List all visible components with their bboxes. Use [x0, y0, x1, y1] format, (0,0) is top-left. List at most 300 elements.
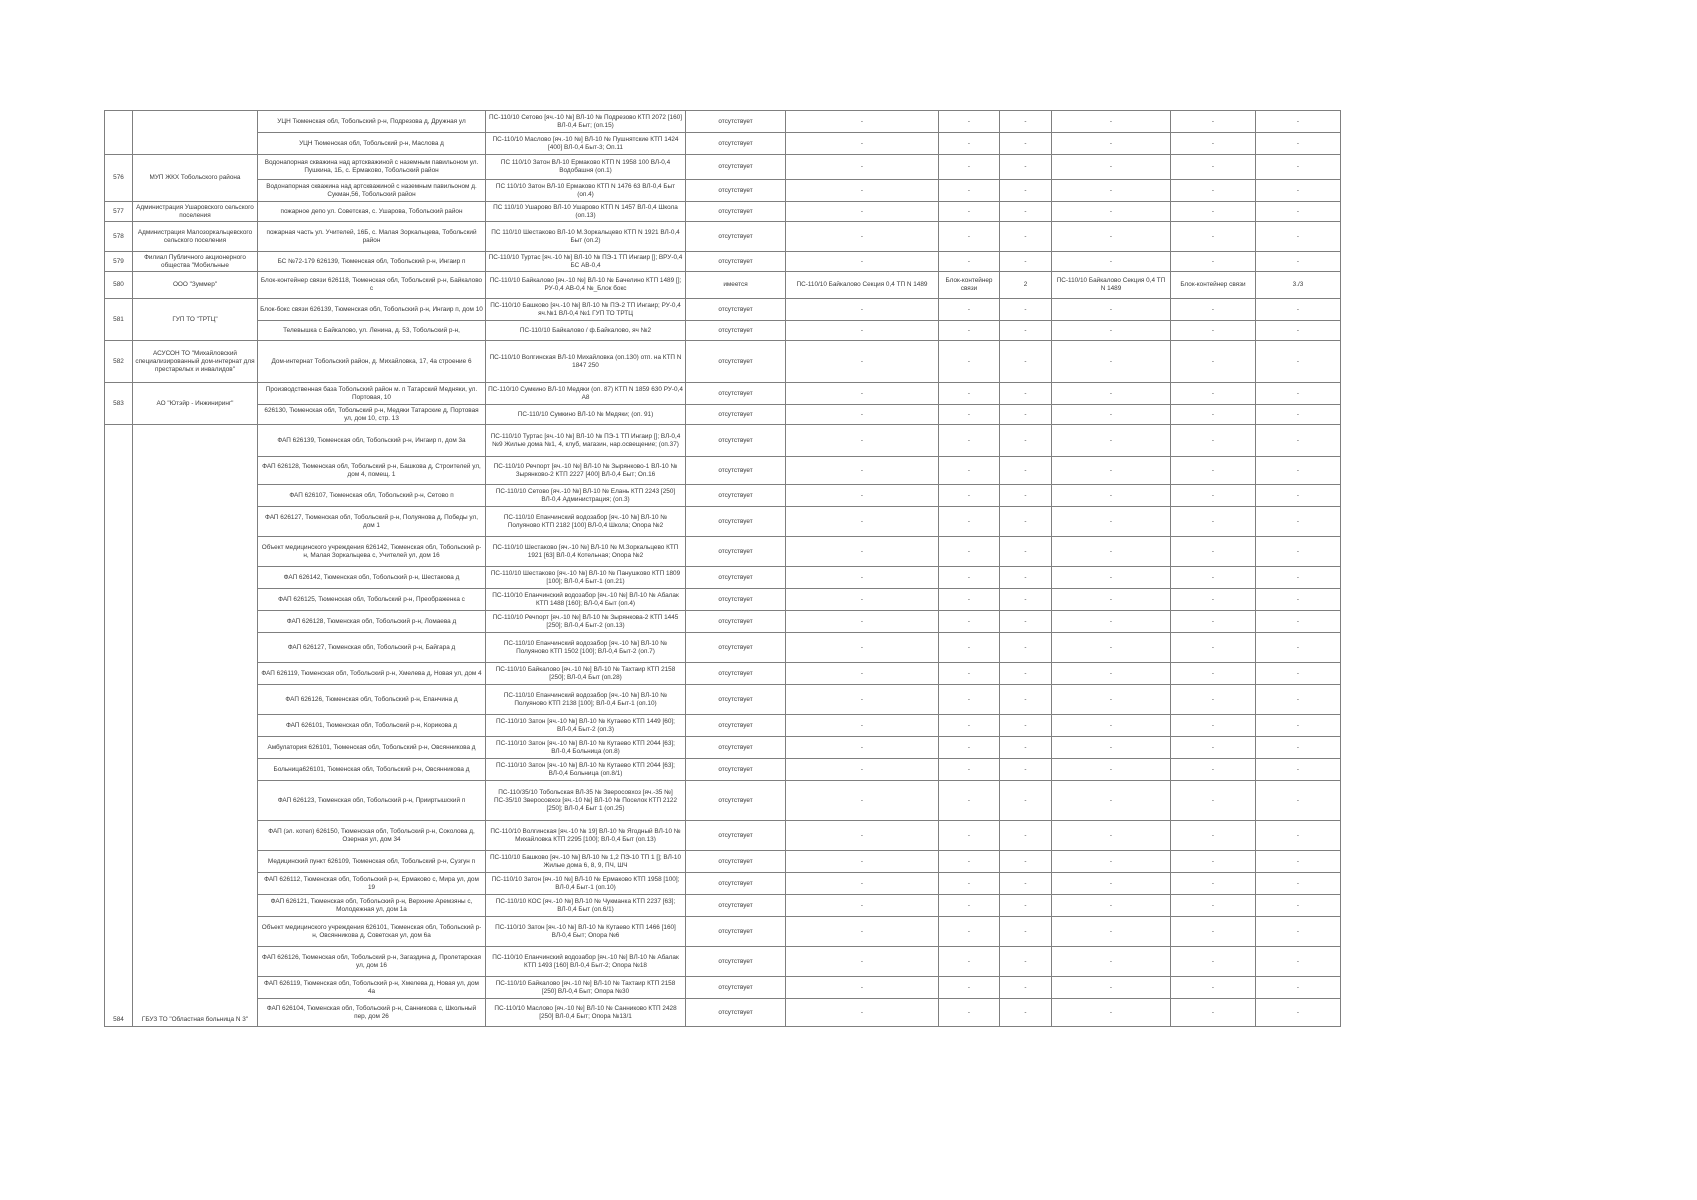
substation-cell: ПС-110/10 Башково [яч.-10 №] ВЛ-10 № ПЭ-2 ТП Ингаир; РУ-0,4 яч.№1 ВЛ-0,4 №1 ГУП ТО ТРТЦ [486, 299, 686, 321]
value-cell-c4: - [1052, 611, 1171, 633]
value-cell-c2: - [939, 873, 1000, 895]
substation-cell: ПС-110/10 Волгинская ВЛ-10 Михайловка (оп.130) отп. на КТП N 1847 250 [486, 341, 686, 383]
value-cell-c5: - [1171, 821, 1256, 851]
value-cell-c4: - [1052, 321, 1171, 341]
value-cell-c1: - [786, 457, 939, 485]
status-cell: отсутствует [686, 685, 786, 715]
value-cell-c6: - [1256, 133, 1341, 155]
value-cell-c2: - [939, 633, 1000, 663]
value-cell-c3: - [1000, 895, 1052, 917]
value-cell-c6: - [1256, 633, 1341, 663]
value-cell-c4: - [1052, 895, 1171, 917]
value-cell-c6: - [1256, 611, 1341, 633]
object-cell: ФАП 626126, Тюменская обл, Тобольский р-н, Загаздина д, Пролетарская ул, дом 16 [258, 947, 486, 977]
table-row [105, 252, 1575, 272]
value-cell-c1: - [786, 111, 939, 133]
value-cell-c1: ПС-110/10 Байкалово Секция 0,4 ТП N 1489 [786, 272, 939, 299]
value-cell-c5: Блок-контейнер связи [1171, 272, 1256, 299]
value-cell-c2: - [939, 155, 1000, 180]
object-cell: ФАП 626142, Тюменская обл, Тобольский р-н, Шестакова д [258, 567, 486, 589]
value-cell-c3: - [1000, 589, 1052, 611]
value-cell-c3: 2 [1000, 272, 1052, 299]
value-cell-c3: - [1000, 715, 1052, 737]
substation-cell: ПС-110/10 Туртас [яч.-10 №] ВЛ-10 № ПЭ-1 ТП Ингаир []; ВЛ-0,4 №9 Жилые дома №1, 4, клуб, магазин, нар.освещение; (оп.37) [486, 425, 686, 457]
value-cell-c4: - [1052, 821, 1171, 851]
row-number-cell: 583 [105, 383, 133, 425]
value-cell-c5: - [1171, 425, 1256, 457]
substation-cell: ПС-110/10 Епанчинский водозабор [яч.-10 №] ВЛ-10 № Абалак КТП 1488 [160]; ВЛ-0,4 Быт (оп.4) [486, 589, 686, 611]
status-cell: отсутствует [686, 737, 786, 759]
value-cell-c4: - [1052, 457, 1171, 485]
table-row [105, 425, 1575, 457]
value-cell-c4: - [1052, 917, 1171, 947]
row-number-cell: 582 [105, 341, 133, 383]
value-cell-c3: - [1000, 202, 1052, 222]
value-cell-c5: - [1171, 917, 1256, 947]
value-cell-c1: - [786, 821, 939, 851]
value-cell-c5: - [1171, 999, 1256, 1027]
value-cell-c2: - [939, 133, 1000, 155]
value-cell-c1: - [786, 383, 939, 405]
value-cell-c3: - [1000, 383, 1052, 405]
value-cell-c6: - [1256, 341, 1341, 383]
table-row [105, 999, 1575, 1027]
object-cell: УЦН Тюменская обл, Тобольский р-н, Подрезова д, Дружная ул [258, 111, 486, 133]
value-cell-c2: - [939, 715, 1000, 737]
value-cell-c4: - [1052, 222, 1171, 252]
value-cell-c2: - [939, 341, 1000, 383]
value-cell-c3: - [1000, 977, 1052, 999]
object-cell: ФАП 626104, Тюменская обл, Тобольский р-н, Санникова с, Школьный пер, дом 26 [258, 999, 486, 1027]
table-row [105, 851, 1575, 873]
value-cell-c4: - [1052, 737, 1171, 759]
value-cell-c1: - [786, 405, 939, 425]
value-cell-c1: - [786, 425, 939, 457]
value-cell-c5: - [1171, 633, 1256, 663]
status-cell: отсутствует [686, 202, 786, 222]
value-cell-c5: - [1171, 155, 1256, 180]
value-cell-c5: - [1171, 781, 1256, 821]
value-cell-c2: - [939, 299, 1000, 321]
status-cell: отсутствует [686, 425, 786, 457]
value-cell-c6: - [1256, 180, 1341, 202]
value-cell-c1: - [786, 781, 939, 821]
value-cell-c1: - [786, 999, 939, 1027]
object-cell: Водонапорная скважина над артскважиной с наземным павильоном ул. Пушкина, 1Б, с. Ермаково, Тобольский район [258, 155, 486, 180]
table-row [105, 759, 1575, 781]
substation-cell: ПС-110/35/10 Тобольская ВЛ-35 № Зверосовхоз [яч.-35 №] ПС-35/10 Зверосовхоз [яч.-10 №] ВЛ-10 № Поселок КТП 2122 [250]; ВЛ-0,4 Быт 1 (оп.25) [486, 781, 686, 821]
table-row [105, 977, 1575, 999]
value-cell-c5: - [1171, 485, 1256, 507]
value-cell-c2: - [939, 485, 1000, 507]
value-cell-c5: - [1171, 977, 1256, 999]
value-cell-c6: - [1256, 457, 1341, 485]
organization-cell: АСУСОН ТО "Михайловский специализированный дом-интернат для престарелых и инвалидов" [133, 341, 258, 383]
row-number-cell: 581 [105, 299, 133, 341]
value-cell-c5: - [1171, 133, 1256, 155]
value-cell-c3: - [1000, 507, 1052, 537]
table-row [105, 737, 1575, 759]
value-cell-c3: - [1000, 222, 1052, 252]
status-cell: отсутствует [686, 821, 786, 851]
status-cell: имеется [686, 272, 786, 299]
table-row [105, 633, 1575, 663]
value-cell-c1: - [786, 202, 939, 222]
object-cell: ФАП 626121, Тюменская обл, Тобольский р-н, Верхние Аремзяны с, Молодежная ул, дом 1а [258, 895, 486, 917]
value-cell-c5: - [1171, 202, 1256, 222]
value-cell-c1: - [786, 611, 939, 633]
value-cell-c3: - [1000, 567, 1052, 589]
table-row [105, 457, 1575, 485]
object-cell: Медицинский пункт 626109, Тюменская обл, Тобольский р-н, Сузгун п [258, 851, 486, 873]
substation-cell: ПС-110/10 Шестаково [яч.-10 №] ВЛ-10 № Панушково КТП 1809 [100]; ВЛ-0,4 Быт-1 (оп.21) [486, 567, 686, 589]
substation-cell: ПС-110/10 Затон [яч.-10 №] ВЛ-10 № Кутаево КТП 1449 [60]; ВЛ-0,4 Быт-2 (оп.3) [486, 715, 686, 737]
value-cell-c6: - [1256, 567, 1341, 589]
value-cell-c6: - [1256, 485, 1341, 507]
value-cell-c2: - [939, 567, 1000, 589]
value-cell-c2: - [939, 611, 1000, 633]
value-cell-c1: - [786, 685, 939, 715]
substation-cell: ПС-110/10 Речпорт [яч.-10 №] ВЛ-10 № Зырянково-1 ВЛ-10 № Зырянково-2 КТП 2227 [400] ВЛ-0,4 Быт; Оп.16 [486, 457, 686, 485]
status-cell: отсутствует [686, 715, 786, 737]
value-cell-c2: - [939, 851, 1000, 873]
value-cell-c6: 3./3 [1256, 272, 1341, 299]
value-cell-c1: - [786, 633, 939, 663]
value-cell-c6: - [1256, 873, 1341, 895]
status-cell: отсутствует [686, 155, 786, 180]
value-cell-c6: - [1256, 589, 1341, 611]
table-row [105, 341, 1575, 383]
object-cell: Телевышка с Байкалово, ул. Ленина, д. 53, Тобольский р-н, [258, 321, 486, 341]
substation-cell: ПС-110/10 Шестаково [яч.-10 №] ВЛ-10 № М.Зоркальцево КТП 1921 [63] ВЛ-0,4 Котельная; Опора №2 [486, 537, 686, 567]
value-cell-c6: - [1256, 781, 1341, 821]
value-cell-c5: - [1171, 895, 1256, 917]
value-cell-c6: - [1256, 252, 1341, 272]
value-cell-c4: - [1052, 977, 1171, 999]
value-cell-c4: - [1052, 341, 1171, 383]
row-number-cell [105, 111, 133, 155]
substation-cell: ПС-110/10 Речпорт [яч.-10 №] ВЛ-10 № Зырянкова-2 КТП 1445 [250]; ВЛ-0,4 Быт-2 (оп.13) [486, 611, 686, 633]
value-cell-c1: - [786, 737, 939, 759]
value-cell-c3: - [1000, 685, 1052, 715]
table-row [105, 321, 1575, 341]
table-row [105, 873, 1575, 895]
value-cell-c1: - [786, 507, 939, 537]
value-cell-c6: - [1256, 222, 1341, 252]
object-cell: Водонапорная скважина над артскважиной с наземным павильоном д. Сукман,56, Тобольский район [258, 180, 486, 202]
status-cell: отсутствует [686, 457, 786, 485]
value-cell-c4: - [1052, 155, 1171, 180]
value-cell-c3: - [1000, 947, 1052, 977]
value-cell-c5: - [1171, 537, 1256, 567]
value-cell-c3: - [1000, 759, 1052, 781]
substation-cell: ПС-110/10 Епанчинский водозабор [яч.-10 №] ВЛ-10 № Полуяново КТП 2138 [100]; ВЛ-0,4 Быт-1 (оп.10) [486, 685, 686, 715]
organization-cell: Администрация Малозоркальцевского сельского поселения [133, 222, 258, 252]
value-cell-c5: - [1171, 737, 1256, 759]
substation-cell: ПС-110/10 Туртас [яч.-10 №] ВЛ-10 № ПЭ-1 ТП Ингаир []; ВРУ-0,4 БС АВ-0,4 [486, 252, 686, 272]
status-cell: отсутствует [686, 851, 786, 873]
value-cell-c1: - [786, 977, 939, 999]
table-body [105, 111, 1575, 1027]
value-cell-c6: - [1256, 737, 1341, 759]
table-row [105, 947, 1575, 977]
table-row [105, 405, 1575, 425]
substation-cell: ПС-110/10 КОС [яч.-10 №] ВЛ-10 № Чукманка КТП 2237 [63]; ВЛ-0,4 Быт (оп.6/1) [486, 895, 686, 917]
status-cell: отсутствует [686, 537, 786, 567]
table-row [105, 567, 1575, 589]
value-cell-c6: - [1256, 917, 1341, 947]
status-cell: отсутствует [686, 111, 786, 133]
value-cell-c3: - [1000, 821, 1052, 851]
status-cell: отсутствует [686, 895, 786, 917]
value-cell-c6: - [1256, 895, 1341, 917]
value-cell-c2: - [939, 111, 1000, 133]
value-cell-c1: - [786, 180, 939, 202]
substation-cell: ПС-110/10 Затон [яч.-10 №] ВЛ-10 № Кутаево КТП 2044 [63]; ВЛ-0,4 Больница (оп.8) [486, 737, 686, 759]
value-cell-c2: - [939, 425, 1000, 457]
row-number-cell: 577 [105, 202, 133, 222]
value-cell-c4: - [1052, 405, 1171, 425]
table-row [105, 272, 1575, 299]
substation-cell: ПС-110/10 Байкалово [яч.-10 №] ВЛ-10 № Бачелино КТП 1489 []; РУ-0,4 АВ-0,4 №_Блок бокс [486, 272, 686, 299]
value-cell-c1: - [786, 222, 939, 252]
object-cell: ФАП 626123, Тюменская обл, Тобольский р-н, Прииртышский п [258, 781, 486, 821]
value-cell-c5: - [1171, 851, 1256, 873]
value-cell-c6: - [1256, 851, 1341, 873]
value-cell-c5: - [1171, 222, 1256, 252]
object-cell: ФАП 626119, Тюменская обл, Тобольский р-н, Хмелева д, Новая ул, дом 4а [258, 977, 486, 999]
value-cell-c5: - [1171, 180, 1256, 202]
value-cell-c3: - [1000, 155, 1052, 180]
value-cell-c4: - [1052, 947, 1171, 977]
table-row [105, 611, 1575, 633]
value-cell-c5: - [1171, 759, 1256, 781]
table-row [105, 507, 1575, 537]
table-row [105, 715, 1575, 737]
value-cell-c1: - [786, 567, 939, 589]
organization-cell: ООО "Зуммер" [133, 272, 258, 299]
value-cell-c2: Блок-контейнер связи [939, 272, 1000, 299]
value-cell-c3: - [1000, 321, 1052, 341]
substation-cell: ПС-110/10 Сумкино ВЛ-10 Медяки (оп. 87) КТП N 1859 630 РУ-0,4 А8 [486, 383, 686, 405]
value-cell-c6: - [1256, 155, 1341, 180]
value-cell-c6: - [1256, 321, 1341, 341]
object-cell: ФАП 626128, Тюменская обл, Тобольский р-н, Башкова д, Строителей ул, дом 4, помещ. 1 [258, 457, 486, 485]
value-cell-c2: - [939, 663, 1000, 685]
substation-cell: ПС-110/10 Епанчинский водозабор [яч.-10 №] ВЛ-10 № Полуяново КТП 2182 [100] ВЛ-0,4 Школа; Опора №2 [486, 507, 686, 537]
value-cell-c3: - [1000, 663, 1052, 685]
value-cell-c6: - [1256, 759, 1341, 781]
value-cell-c5: - [1171, 947, 1256, 977]
status-cell: отсутствует [686, 781, 786, 821]
table-row [105, 917, 1575, 947]
object-cell: УЦН Тюменская обл, Тобольский р-н, Маслова д [258, 133, 486, 155]
value-cell-c3: - [1000, 405, 1052, 425]
value-cell-c4: - [1052, 299, 1171, 321]
status-cell: отсутствует [686, 485, 786, 507]
organization-cell: Филиал Публичного акционерного общества "Мобильные [133, 252, 258, 272]
value-cell-c1: - [786, 759, 939, 781]
value-cell-c4: - [1052, 425, 1171, 457]
value-cell-c3: - [1000, 485, 1052, 507]
value-cell-c1: - [786, 715, 939, 737]
object-cell: ФАП 626112, Тюменская обл, Тобольский р-н, Ермаково с, Мира ул, дом 19 [258, 873, 486, 895]
table-row [105, 180, 1575, 202]
status-cell: отсутствует [686, 299, 786, 321]
value-cell-c1: - [786, 589, 939, 611]
organization-cell: АО "Ютэйр - Инжиниринг" [133, 383, 258, 425]
substation-cell: ПС 110/10 Шестаково ВЛ-10 М.Зоркальцево КТП N 1921 ВЛ-0,4 Быт (оп.2) [486, 222, 686, 252]
value-cell-c2: - [939, 737, 1000, 759]
value-cell-c5: - [1171, 299, 1256, 321]
object-cell: Блок-бокс связи 626139, Тюменская обл, Тобольский р-н, Ингаир п, дом 10 [258, 299, 486, 321]
value-cell-c2: - [939, 252, 1000, 272]
value-cell-c5: - [1171, 715, 1256, 737]
status-cell: отсутствует [686, 252, 786, 272]
value-cell-c6: - [1256, 299, 1341, 321]
row-number-cell: 576 [105, 155, 133, 202]
value-cell-c5: - [1171, 685, 1256, 715]
value-cell-c5: - [1171, 383, 1256, 405]
value-cell-c6: - [1256, 537, 1341, 567]
value-cell-c3: - [1000, 299, 1052, 321]
substation-cell: ПС 110/10 Затон ВЛ-10 Ермаково КТП N 1476 63 ВЛ-0,4 Быт (оп.4) [486, 180, 686, 202]
value-cell-c3: - [1000, 180, 1052, 202]
status-cell: отсутствует [686, 917, 786, 947]
value-cell-c5: - [1171, 405, 1256, 425]
status-cell: отсутствует [686, 663, 786, 685]
value-cell-c2: - [939, 895, 1000, 917]
object-cell: 626130, Тюменская обл, Тобольский р-н, Медяки Татарские д, Портовая ул, дом 10, стр. 13 [258, 405, 486, 425]
value-cell-c2: - [939, 589, 1000, 611]
value-cell-c3: - [1000, 873, 1052, 895]
table-row [105, 781, 1575, 821]
status-cell: отсутствует [686, 405, 786, 425]
object-cell: Больница626101, Тюменская обл, Тобольский р-н, Овсянникова д [258, 759, 486, 781]
table-row [105, 155, 1575, 180]
value-cell-c2: - [939, 457, 1000, 485]
value-cell-c3: - [1000, 633, 1052, 663]
table-row [105, 111, 1575, 133]
value-cell-c2: - [939, 685, 1000, 715]
status-cell: отсутствует [686, 383, 786, 405]
table-row [105, 485, 1575, 507]
table-row [105, 685, 1575, 715]
object-cell: Блок-контейнер связи 626118, Тюменская обл, Тобольский р-н, Байкалово с [258, 272, 486, 299]
object-cell: ФАП 626101, Тюменская обл, Тобольский р-н, Корикова д [258, 715, 486, 737]
value-cell-c5: - [1171, 567, 1256, 589]
substation-cell: ПС-110/10 Сетово [яч.-10 №] ВЛ-10 № Подрезово КТП 2072 [160] ВЛ-0,4 Быт; (оп.15) [486, 111, 686, 133]
status-cell: отсутствует [686, 633, 786, 663]
object-cell: Объект медицинского учреждения 626142, Тюменская обл, Тобольский р-н, Малая Зоркальцева с, Учителей ул, дом 16 [258, 537, 486, 567]
status-cell: отсутствует [686, 947, 786, 977]
value-cell-c1: - [786, 299, 939, 321]
value-cell-c6: - [1256, 977, 1341, 999]
value-cell-c2: - [939, 999, 1000, 1027]
value-cell-c5: - [1171, 611, 1256, 633]
value-cell-c2: - [939, 759, 1000, 781]
value-cell-c6: - [1256, 999, 1341, 1027]
status-cell: отсутствует [686, 133, 786, 155]
value-cell-c6: - [1256, 111, 1341, 133]
value-cell-c3: - [1000, 537, 1052, 567]
value-cell-c5: - [1171, 663, 1256, 685]
value-cell-c2: - [939, 321, 1000, 341]
value-cell-c1: - [786, 917, 939, 947]
substation-cell: ПС-110/10 Байкалово [яч.-10 №] ВЛ-10 № Тахтаир КТП 2158 [250]; ВЛ-0,4 Быт (оп.28) [486, 663, 686, 685]
value-cell-c4: - [1052, 633, 1171, 663]
table-row [105, 589, 1575, 611]
value-cell-c6: - [1256, 685, 1341, 715]
object-cell: БС №72-179 626139, Тюменская обл, Тобольский р-н, Ингаир п [258, 252, 486, 272]
value-cell-c2: - [939, 917, 1000, 947]
value-cell-c4: - [1052, 999, 1171, 1027]
substation-cell: ПС-110/10 Байкалово / ф.Байкалово, яч №2 [486, 321, 686, 341]
value-cell-c4: - [1052, 485, 1171, 507]
value-cell-c5: - [1171, 589, 1256, 611]
value-cell-c4: - [1052, 589, 1171, 611]
table-row [105, 895, 1575, 917]
value-cell-c4: - [1052, 252, 1171, 272]
table-row [105, 383, 1575, 405]
substation-cell: ПС-110/10 Епанчинский водозабор [яч.-10 №] ВЛ-10 № Абалак КТП 1493 [160] ВЛ-0,4 Быт-2; Опора №18 [486, 947, 686, 977]
row-number-cell: 584 [105, 425, 133, 1027]
substation-cell: ПС-110/10 Затон [яч.-10 №] ВЛ-10 № Ермаково КТП 1958 [100]; ВЛ-0,4 Быт-1 (оп.10) [486, 873, 686, 895]
value-cell-c5: - [1171, 321, 1256, 341]
substation-cell: ПС-110/10 Затон [яч.-10 №] ВЛ-10 № Кутаево КТП 1466 [160] ВЛ-0,4 Быт; Опора №6 [486, 917, 686, 947]
status-cell: отсутствует [686, 977, 786, 999]
substation-cell: ПС-110/10 Сетово [яч.-10 №] ВЛ-10 № Елань КТП 2243 [250] ВЛ-0,4 Администрация; (оп.3) [486, 485, 686, 507]
value-cell-c4: - [1052, 567, 1171, 589]
object-cell: ФАП 626107, Тюменская обл, Тобольский р-н, Сетово п [258, 485, 486, 507]
substation-cell: ПС-110/10 Волгинская [яч.-10 № 19] ВЛ-10 № Ягодный ВЛ-10 № Михайловка КТП 2295 [100]; ВЛ-0,4 Быт (оп.13) [486, 821, 686, 851]
value-cell-c6: - [1256, 507, 1341, 537]
substation-cell: ПС-110/10 Башково [яч.-10 №] ВЛ-10 № 1,2 ПЭ-10 ТП 1 []; ВЛ-10 Жилые дома 6, 8, 9, ПЧ, ШЧ [486, 851, 686, 873]
object-cell: ФАП (эл. котел) 626150, Тюменская обл, Тобольский р-н, Соколова д, Озерная ул, дом 34 [258, 821, 486, 851]
value-cell-c2: - [939, 202, 1000, 222]
status-cell: отсутствует [686, 321, 786, 341]
value-cell-c2: - [939, 507, 1000, 537]
value-cell-c2: - [939, 977, 1000, 999]
value-cell-c4: - [1052, 873, 1171, 895]
substation-cell: ПС-110/10 Епанчинский водозабор [яч.-10 №] ВЛ-10 № Полуяново КТП 1502 [100]; ВЛ-0,4 Быт-2 (оп.7) [486, 633, 686, 663]
value-cell-c1: - [786, 252, 939, 272]
value-cell-c4: - [1052, 685, 1171, 715]
organization-cell: ГБУЗ ТО "Областная больница N 3" [133, 425, 258, 1027]
value-cell-c3: - [1000, 425, 1052, 457]
substation-cell: ПС-110/10 Маслово [яч.-10 №] ВЛ-10 № Санниково КТП 2428 [250] ВЛ-0,4 Быт; Опора №13/1 [486, 999, 686, 1027]
table-row [105, 663, 1575, 685]
value-cell-c6: - [1256, 383, 1341, 405]
value-cell-c3: - [1000, 111, 1052, 133]
status-cell: отсутствует [686, 567, 786, 589]
value-cell-c3: - [1000, 999, 1052, 1027]
value-cell-c4: - [1052, 851, 1171, 873]
substation-cell: ПС 110/10 Затон ВЛ-10 Ермаково КТП N 1958 100 ВЛ-0,4 Водобашня (оп.1) [486, 155, 686, 180]
table-row [105, 537, 1575, 567]
table-row [105, 222, 1575, 252]
value-cell-c2: - [939, 383, 1000, 405]
value-cell-c4: - [1052, 111, 1171, 133]
status-cell: отсутствует [686, 589, 786, 611]
table-row [105, 202, 1575, 222]
value-cell-c1: - [786, 133, 939, 155]
object-cell: ФАП 626119, Тюменская обл, Тобольский р-н, Хмелева д, Новая ул, дом 4 [258, 663, 486, 685]
value-cell-c3: - [1000, 781, 1052, 821]
value-cell-c6: - [1256, 405, 1341, 425]
table-row [105, 821, 1575, 851]
organization-cell: ГУП ТО "ТРТЦ" [133, 299, 258, 341]
